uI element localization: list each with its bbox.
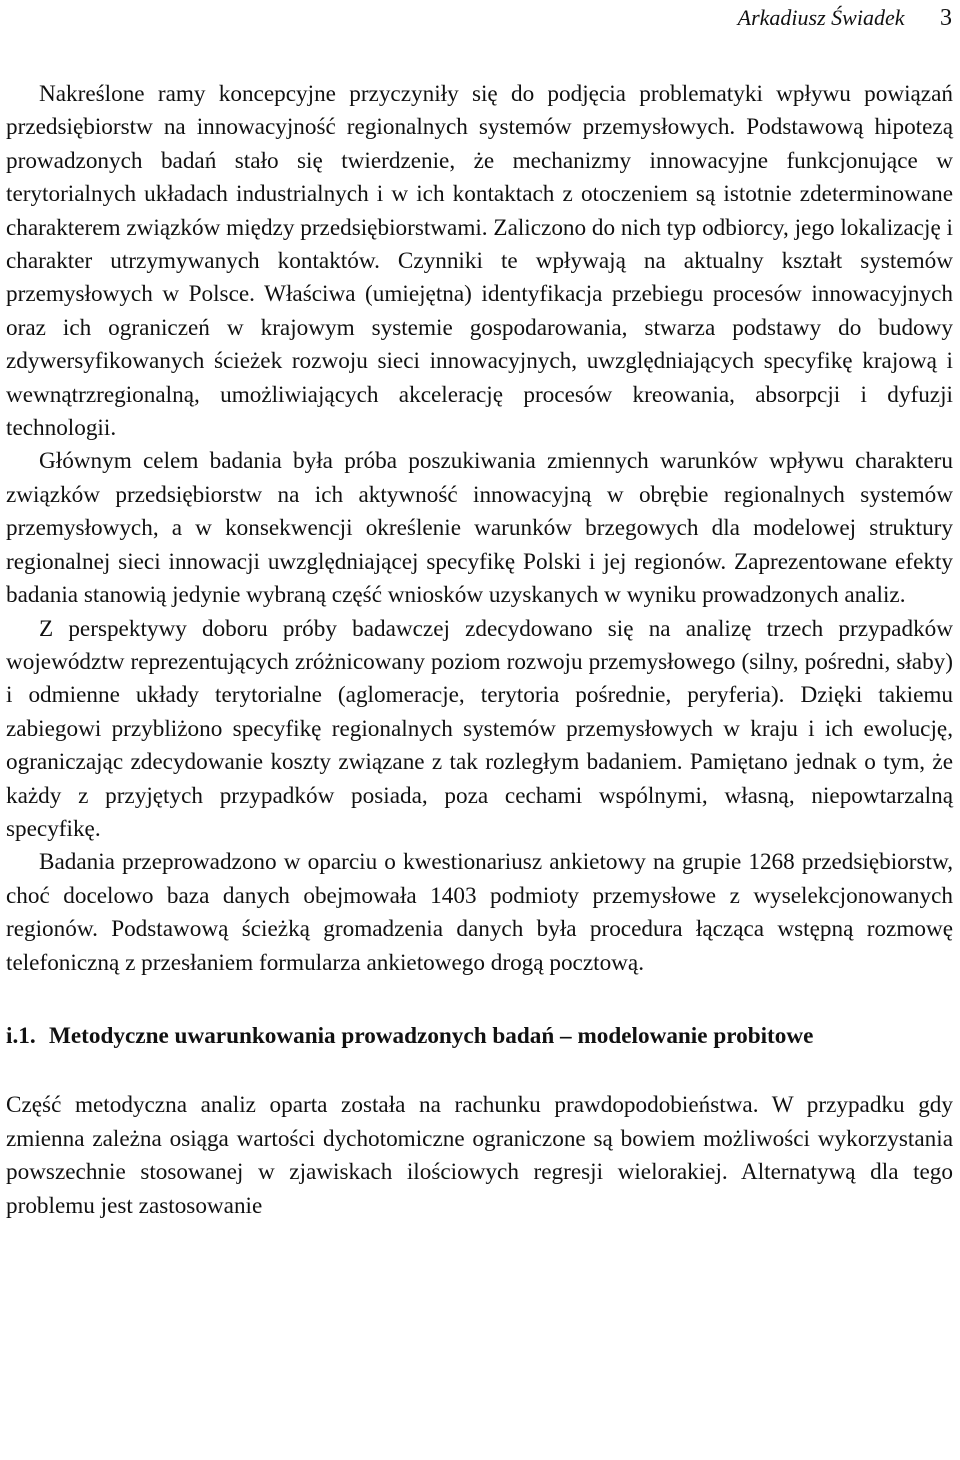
paragraph: Głównym celem badania była próba poszukiwania zmiennych warunków wpływu charakteru związków przedsiębiorstw na ich aktywność innowacyjną w obrębie regionalnych systemów przemysłowych, a w konsekwencji określenie warunków brzegowych dla modelowej struktury regionalnej sieci innowacji uwzględniającej specyfikę Polski i jej regionów. Zaprezentowane efekty badania stanowią jedynie wybraną część wniosków uzyskanych w wyniku prowadzonych analiz. [6, 448, 953, 609]
page-number: 3 [940, 5, 952, 31]
main-text [6, 78, 953, 1223]
section-title: Metodyczne uwarunkowania prowadzonych badań – modelowanie probitowe [49, 1022, 814, 1049]
running-header [738, 4, 952, 32]
paragraph: Badania przeprowadzono w oparciu o kwestionariusz ankietowy na grupie 1268 przedsiębiorstw, choć docelowo baza danych obejmowała 1403 podmioty przemysłowe z wyselekcjonowanych regionów. Podstawową ścieżką gromadzenia danych była procedura łącząca wstępną rozmowę telefoniczną z przesłaniem formularza ankietowego drogą pocztową. [6, 849, 953, 976]
paragraph: Nakreślone ramy koncepcyjne przyczyniły się do podjęcia problematyki wpływu powiązań przedsiębiorstw na innowacyjność regionalnych systemów przemysłowych. Podstawową hipotezą prowadzonych badań stało się twierdzenie, że mechanizmy innowacyjne funkcjonujące w terytorialnych układach industrialnych i w ich kontaktach z otoczeniem są istotnie zdeterminowane charakterem związków między przedsiębiorstwami. Zaliczono do nich typ odbiorcy, jego lokalizację i charakter utrzymywanych kontaktów. Czynniki te wpływają na aktualny kształt systemów przemysłowych w Polsce. Właściwa (umiejętna) identyfikacja przebiegu procesów innowacyjnych oraz ich ograniczeń w krajowym systemie gospodarowania, stwarza podstawy do budowy zdywersyfikowanych ścieżek rozwoju sieci innowacyjnych, uwzględniających specyfikę krajową i wewnątrzregionalną, umożliwiających akcelerację procesów kreowania, absorpcji i dyfuzji technologii. [6, 81, 953, 442]
section-heading [6, 1020, 953, 1053]
paragraph: Z perspektywy doboru próby badawczej zdecydowano się na analizę trzech przypadków województw reprezentujących zróżnicowany poziom rozwoju przemysłowego (silny, pośredni, słaby) i odmienne układy terytorialne (aglomeracje, terytoria pośrednie, peryferia). Dzięki takiemu zabiegowi przybliżono specyfikę regionalnych systemów przemysłowych w kraju i ich ewolucję, ograniczając zdecydowanie koszty związane z tak rozległym badaniem. Pamiętano jednak o tym, że każdy z przyjętych przypadków posiada, poza cechami wspólnymi, własną, niepowtarzalną specyfikę. [6, 615, 953, 842]
section-paragraph: Część metodyczna analiz oparta została na rachunku prawdopodobieństwa. W przypadku gdy zmienna zależna osiąga wartości dychotomiczne ograniczone są bowiem możliwości wykorzystania powszechnie stosowanej w zjawiskach ilościowych regresji wielorakiej. Alternatywą dla tego problemu jest zastosowanie [6, 1092, 953, 1219]
header-author: Arkadiusz Świadek [737, 5, 905, 30]
section-number: i.1. [6, 1022, 36, 1049]
